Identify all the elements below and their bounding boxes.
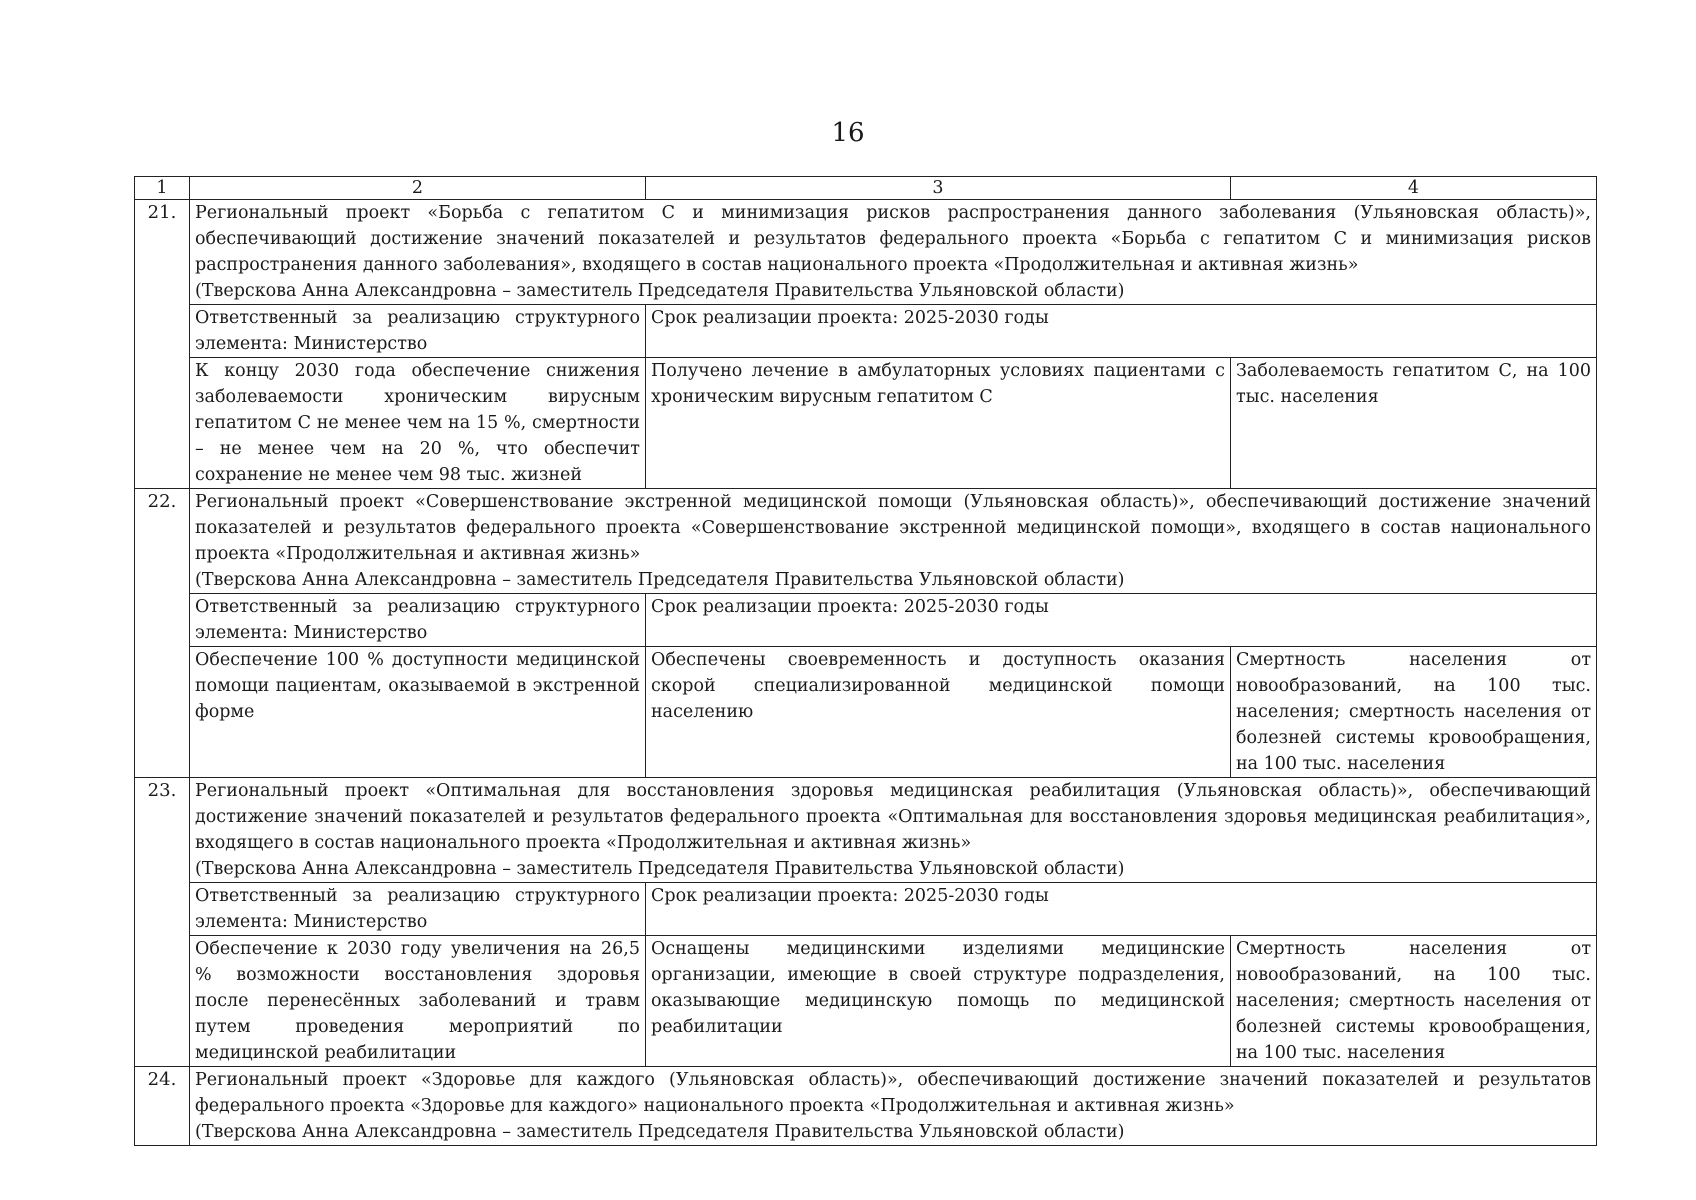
project-title-cell	[190, 200, 1597, 305]
table-row	[135, 200, 1597, 305]
project-title-cell	[190, 778, 1597, 883]
term-cell: Срок реализации проекта: 2025-2030 годы	[646, 594, 1597, 647]
row-number: 23.	[135, 778, 190, 1067]
result-cell: Обеспечены своевременность и доступность оказания скорой специализированной медицинской помощи населению	[646, 647, 1231, 778]
table-header-row	[135, 177, 1597, 200]
goal-cell: К концу 2030 года обеспечение снижения заболеваемости хроническим вирусным гепатитом С не менее чем на 15 %, смертности – не менее чем на 20 %, что обеспечит сохранение не менее чем 98 тыс. жизней	[190, 358, 646, 489]
project-title-cell	[190, 489, 1597, 594]
term-cell: Срок реализации проекта: 2025-2030 годы	[646, 883, 1597, 936]
responsible-cell: Ответственный за реализацию структурного элемента: Министерство	[190, 883, 646, 936]
project-title-cell	[190, 1067, 1597, 1146]
goal-cell: Обеспечение 100 % доступности медицинской помощи пациентам, оказываемой в экстренной форме	[190, 647, 646, 778]
page-number: 16	[831, 118, 865, 148]
result-cell: Оснащены медицинскими изделиями медицинские организации, имеющие в своей структуре подразделения, оказывающие медицинскую помощь по медицинской реабилитации	[646, 936, 1231, 1067]
table-row	[135, 358, 1597, 489]
row-number: 21.	[135, 200, 190, 489]
header-cell: 3	[646, 177, 1231, 200]
indicator-cell: Заболеваемость гепатитом С, на 100 тыс. населения	[1231, 358, 1597, 489]
row-number: 22.	[135, 489, 190, 778]
header-cell: 2	[190, 177, 646, 200]
table-row	[135, 883, 1597, 936]
project-title: Региональный проект «Борьба с гепатитом С и минимизация рисков распространения данного заболевания (Ульяновская область)», обеспечивающий достижение значений показателей и результатов федерального проекта «Борьба с гепатитом С и минимизация рисков распространения данного заболевания», входящего в состав национального проекта «Продолжительная и активная жизнь»	[195, 203, 1591, 275]
result-cell: Получено лечение в амбулаторных условиях пациентами с хроническим вирусным гепатитом С	[646, 358, 1231, 489]
header-cell: 1	[135, 177, 190, 200]
goal-cell: Обеспечение к 2030 году увеличения на 26,5 % возможности восстановления здоровья после перенесённых заболеваний и травм путем проведения мероприятий по медицинской реабилитации	[190, 936, 646, 1067]
table-row	[135, 305, 1597, 358]
term-cell: Срок реализации проекта: 2025-2030 годы	[646, 305, 1597, 358]
indicator-cell: Смертность населения от новообразований, на 100 тыс. населения; смертность населения от болезней системы кровообращения, на 100 тыс. населения	[1231, 647, 1597, 778]
projects-table	[134, 176, 1597, 1146]
indicator-cell: Смертность населения от новообразований, на 100 тыс. населения; смертность населения от болезней системы кровообращения, на 100 тыс. населения	[1231, 936, 1597, 1067]
header-cell: 4	[1231, 177, 1597, 200]
row-number: 24.	[135, 1067, 190, 1146]
project-curator: (Тверскова Анна Александровна – заместитель Председателя Правительства Ульяновской области)	[195, 281, 1125, 301]
project-title: Региональный проект «Оптимальная для восстановления здоровья медицинская реабилитация (Ульяновская область)», обеспечивающий достижение значений показателей и результатов федерального проекта «Оптимальная для восстановления здоровья медицинская реабилитация», входящего в состав национального проекта «Продолжительная и активная жизнь»	[195, 781, 1591, 853]
table-row	[135, 489, 1597, 594]
project-curator: (Тверскова Анна Александровна – заместитель Председателя Правительства Ульяновской области)	[195, 1122, 1125, 1142]
responsible-cell: Ответственный за реализацию структурного элемента: Министерство	[190, 305, 646, 358]
table-row	[135, 1067, 1597, 1146]
project-curator: (Тверскова Анна Александровна – заместитель Председателя Правительства Ульяновской области)	[195, 859, 1125, 879]
responsible-cell: Ответственный за реализацию структурного элемента: Министерство	[190, 594, 646, 647]
project-title: Региональный проект «Здоровье для каждого (Ульяновская область)», обеспечивающий достижение значений показателей и результатов федерального проекта «Здоровье для каждого» национального проекта «Продолжительная и активная жизнь»	[195, 1070, 1591, 1116]
project-curator: (Тверскова Анна Александровна – заместитель Председателя Правительства Ульяновской области)	[195, 570, 1125, 590]
table-row	[135, 594, 1597, 647]
table-row	[135, 647, 1597, 778]
table-row	[135, 936, 1597, 1067]
project-title: Региональный проект «Совершенствование экстренной медицинской помощи (Ульяновская область)», обеспечивающий достижение значений показателей и результатов федерального проекта «Совершенствование экстренной медицинской помощи», входящего в состав национального проекта «Продолжительная и активная жизнь»	[195, 492, 1591, 564]
table-row	[135, 778, 1597, 883]
